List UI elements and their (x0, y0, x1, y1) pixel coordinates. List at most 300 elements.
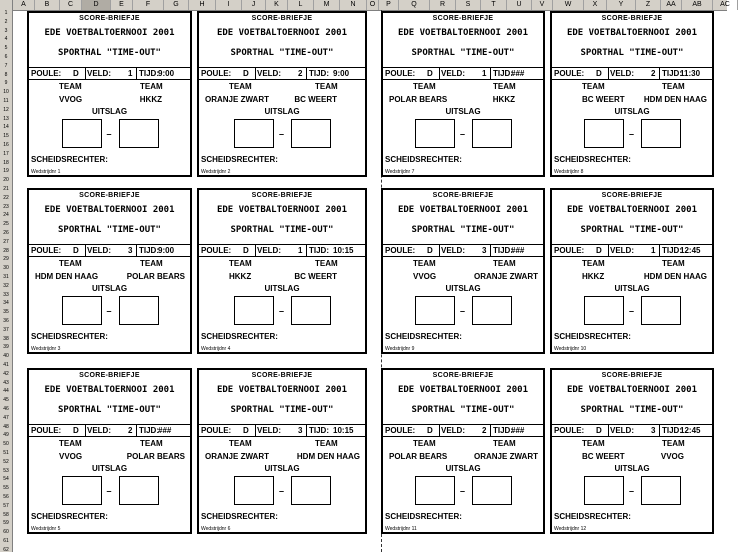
tijd-value[interactable]: 9:00 (333, 69, 350, 78)
row-header-20[interactable]: 20 (3, 177, 9, 184)
row-header-11[interactable]: 11 (3, 98, 9, 104)
tijd-value[interactable]: ### (511, 69, 525, 78)
cell-divider (608, 68, 609, 79)
veld-label[interactable]: VELD: (441, 69, 465, 78)
team-label: TEAM (315, 259, 338, 268)
team-label: TEAM (315, 439, 338, 448)
away-score-box[interactable] (291, 296, 331, 325)
row-header-54[interactable]: 54 (3, 476, 9, 483)
referee-label: SCHEIDSRECHTER: (554, 155, 631, 164)
away-score-box[interactable] (641, 119, 681, 148)
row-header-13[interactable]: 13 (3, 115, 9, 122)
veld-label[interactable]: VELD: (441, 246, 465, 255)
score-card (550, 11, 714, 177)
poule-value[interactable]: D (243, 426, 249, 435)
veld-value[interactable]: 3 (482, 246, 487, 255)
away-team[interactable]: HKKZ (139, 95, 162, 104)
event-name: EDE VOETBALTOERNOOI 2001 (216, 385, 348, 395)
match-number: Wedstrijdnr 5 (31, 526, 61, 532)
poule-label[interactable]: POULE: (385, 246, 416, 255)
column-header-y[interactable]: Y (607, 0, 636, 10)
tijd-label[interactable]: TIJD: (139, 69, 159, 78)
column-header-a[interactable]: A (13, 0, 35, 10)
tijd-value[interactable]: ### (158, 426, 172, 435)
column-header-v[interactable]: V (532, 0, 553, 10)
veld-value[interactable]: 3 (651, 426, 656, 435)
team-label: TEAM (493, 259, 516, 268)
home-team[interactable]: VVOG (413, 272, 437, 281)
venue-name: SPORTHAL "TIME-OUT" (230, 405, 334, 415)
column-header-ab[interactable]: AB (682, 0, 713, 10)
row-header-44[interactable]: 44 (3, 388, 9, 395)
tijd-value[interactable]: ### (511, 246, 525, 255)
row-header-46[interactable]: 46 (3, 406, 9, 412)
score-separator: – (629, 306, 635, 316)
match-info-row (552, 424, 712, 437)
cell-divider (306, 425, 307, 436)
poule-label[interactable]: POULE: (554, 426, 585, 435)
row-header-48[interactable]: 48 (3, 423, 9, 430)
row-header-3[interactable]: 3 (4, 27, 8, 34)
row-header-59[interactable]: 59 (3, 520, 9, 527)
row-header-27[interactable]: 27 (3, 238, 9, 245)
tijd-label[interactable]: TIJD: (309, 426, 329, 435)
venue-name: SPORTHAL "TIME-OUT" (411, 48, 515, 58)
referee-label: SCHEIDSRECHTER: (31, 332, 108, 341)
row-header-22[interactable]: 22 (3, 194, 9, 201)
venue-name: SPORTHAL "TIME-OUT" (58, 225, 161, 235)
tijd-label[interactable]: TIJD: (309, 69, 329, 78)
cell-divider (85, 245, 86, 256)
row-header-10[interactable]: 10 (3, 89, 9, 96)
away-score-box[interactable] (472, 296, 512, 325)
row-header-23[interactable]: 23 (3, 203, 9, 210)
score-card (27, 11, 192, 177)
away-team[interactable]: BC WEERT (294, 95, 337, 104)
row-header-32[interactable]: 32 (3, 282, 9, 289)
cell-divider (136, 68, 137, 79)
home-score-box[interactable] (62, 476, 102, 505)
cell-divider (136, 245, 137, 256)
tijd-value[interactable]: 11:30 (680, 69, 701, 78)
home-team[interactable]: HKKZ (229, 272, 252, 281)
row-header-bar (0, 10, 13, 552)
away-team[interactable]: HDM DEN HAAG (643, 95, 707, 104)
tijd-label[interactable]: TIJD: (493, 69, 513, 78)
score-card (550, 368, 714, 534)
row-header-29[interactable]: 29 (3, 256, 9, 263)
event-name: EDE VOETBALTOERNOOI 2001 (44, 385, 175, 395)
veld-label[interactable]: VELD: (610, 426, 634, 435)
veld-label[interactable]: VELD: (87, 246, 111, 255)
uitslag-label: UITSLAG (445, 284, 481, 293)
tijd-value[interactable]: 12:45 (680, 246, 701, 255)
row-header-16[interactable]: 16 (3, 142, 9, 148)
home-score-box[interactable] (415, 476, 455, 505)
match-info-row (199, 67, 365, 80)
row-header-21[interactable]: 21 (3, 186, 9, 192)
row-header-6[interactable]: 6 (4, 54, 8, 60)
poule-value[interactable]: D (427, 69, 433, 78)
tijd-value[interactable]: 10:15 (333, 246, 354, 255)
poule-label[interactable]: POULE: (201, 426, 232, 435)
row-header-25[interactable]: 25 (3, 221, 9, 228)
referee-label: SCHEIDSRECHTER: (385, 332, 462, 341)
tijd-label[interactable]: TIJD: (139, 246, 159, 255)
tijd-value[interactable]: 12:45 (680, 426, 701, 435)
row-header-57[interactable]: 57 (3, 502, 9, 509)
tijd-label[interactable]: TIJD: (309, 246, 329, 255)
column-header-e[interactable]: E (111, 0, 133, 10)
match-info-row (29, 244, 190, 257)
away-score-box[interactable] (641, 296, 681, 325)
home-team[interactable]: HKKZ (582, 272, 605, 281)
venue-name: SPORTHAL "TIME-OUT" (230, 48, 334, 58)
column-header-k[interactable]: K (266, 0, 288, 10)
row-header-1[interactable]: 1 (4, 10, 8, 16)
away-team[interactable]: VVOG (660, 452, 684, 461)
uitslag-label: UITSLAG (614, 284, 650, 293)
match-info-row (552, 67, 712, 80)
row-header-33[interactable]: 33 (3, 291, 9, 298)
cell-divider (659, 68, 660, 79)
home-score-box[interactable] (584, 119, 624, 148)
row-header-4[interactable]: 4 (4, 36, 8, 43)
poule-label[interactable]: POULE: (31, 69, 62, 78)
home-team[interactable]: BC WEERT (582, 452, 625, 461)
column-header-t[interactable]: T (481, 0, 507, 10)
uitslag-label: UITSLAG (445, 107, 481, 116)
match-info-row (199, 244, 365, 257)
row-header-19[interactable]: 19 (3, 168, 9, 175)
away-score-box[interactable] (291, 119, 331, 148)
poule-label[interactable]: POULE: (385, 69, 416, 78)
uitslag-label: UITSLAG (91, 107, 128, 116)
tijd-label[interactable]: TIJD: (662, 426, 682, 435)
column-header-b[interactable]: B (35, 0, 60, 10)
match-info-row (383, 67, 543, 80)
home-team[interactable]: VVOG (59, 95, 83, 104)
card-title: SCORE-BRIEFJE (79, 192, 140, 199)
veld-label[interactable]: VELD: (257, 69, 281, 78)
card-title: SCORE-BRIEFJE (601, 192, 663, 199)
team-label: TEAM (413, 259, 436, 268)
poule-value[interactable]: D (243, 69, 249, 78)
row-header-52[interactable]: 52 (3, 458, 9, 465)
away-team[interactable]: HDM DEN HAAG (296, 452, 360, 461)
score-separator: – (106, 486, 112, 496)
home-score-box[interactable] (415, 119, 455, 148)
poule-value[interactable]: D (243, 246, 249, 255)
score-card (27, 368, 192, 534)
row-header-47[interactable]: 47 (3, 414, 9, 421)
tijd-value[interactable]: ### (511, 426, 525, 435)
card-title: SCORE-BRIEFJE (251, 15, 313, 22)
match-number: Wedstrijdnr 4 (201, 346, 231, 352)
row-header-42[interactable]: 42 (3, 370, 9, 377)
veld-value[interactable]: 2 (128, 426, 133, 435)
poule-value[interactable]: D (596, 246, 602, 255)
uitslag-label: UITSLAG (614, 107, 650, 116)
match-number: Wedstrijdnr 12 (554, 526, 587, 532)
row-header-5[interactable]: 5 (4, 45, 8, 52)
match-info-row (383, 424, 543, 437)
team-label: TEAM (229, 439, 252, 448)
venue-name: SPORTHAL "TIME-OUT" (580, 48, 684, 58)
poule-value[interactable]: D (73, 69, 79, 78)
home-score-box[interactable] (584, 296, 624, 325)
veld-value[interactable]: 2 (298, 69, 303, 78)
column-header-f[interactable]: F (133, 0, 164, 10)
column-header-g[interactable]: G (164, 0, 189, 10)
team-label: TEAM (229, 259, 252, 268)
away-team[interactable]: HDM DEN HAAG (643, 272, 707, 281)
row-header-24[interactable]: 24 (3, 212, 9, 219)
match-info-row (29, 67, 190, 80)
column-header-aa[interactable]: AA (661, 0, 682, 10)
row-header-41[interactable]: 41 (3, 362, 9, 368)
row-header-58[interactable]: 58 (3, 511, 9, 518)
veld-label[interactable]: VELD: (610, 69, 634, 78)
row-header-26[interactable]: 26 (3, 230, 9, 236)
home-team[interactable]: VVOG (59, 452, 83, 461)
match-number: Wedstrijdnr 8 (554, 169, 584, 175)
poule-value[interactable]: D (73, 246, 79, 255)
row-header-39[interactable]: 39 (3, 344, 9, 351)
poule-label[interactable]: POULE: (554, 246, 585, 255)
home-score-box[interactable] (234, 296, 274, 325)
away-team[interactable]: HKKZ (492, 95, 515, 104)
cell-divider (490, 425, 491, 436)
tijd-label[interactable]: TIJD: (139, 426, 159, 435)
home-team[interactable]: BC WEERT (582, 95, 625, 104)
row-header-17[interactable]: 17 (3, 150, 9, 157)
tijd-label[interactable]: TIJD: (662, 69, 682, 78)
column-header-h[interactable]: H (189, 0, 216, 10)
score-separator: – (106, 129, 112, 139)
veld-value[interactable]: 2 (482, 426, 487, 435)
cell-divider (439, 68, 440, 79)
veld-label[interactable]: VELD: (257, 246, 281, 255)
row-header-30[interactable]: 30 (3, 265, 9, 272)
row-header-60[interactable]: 60 (3, 529, 9, 536)
home-score-box[interactable] (584, 476, 624, 505)
team-label: TEAM (413, 82, 436, 91)
veld-label[interactable]: VELD: (257, 426, 281, 435)
row-header-56[interactable]: 56 (3, 494, 9, 500)
veld-value[interactable]: 3 (298, 426, 303, 435)
home-team[interactable]: ORANJE ZWART (205, 452, 269, 461)
uitslag-label: UITSLAG (91, 464, 128, 473)
venue-name: SPORTHAL "TIME-OUT" (411, 405, 515, 415)
row-header-36[interactable]: 36 (3, 318, 9, 324)
venue-name: SPORTHAL "TIME-OUT" (58, 48, 161, 58)
row-header-38[interactable]: 38 (3, 335, 9, 342)
cell-divider (439, 425, 440, 436)
away-team[interactable]: ORANJE ZWART (474, 452, 538, 461)
team-label: TEAM (582, 82, 605, 91)
poule-value[interactable]: D (596, 426, 602, 435)
poule-label[interactable]: POULE: (201, 246, 232, 255)
away-team[interactable]: POLAR BEARS (126, 452, 185, 461)
score-separator: – (629, 129, 635, 139)
column-header-n[interactable]: N (340, 0, 367, 10)
column-header-i[interactable]: I (216, 0, 242, 10)
row-header-12[interactable]: 12 (3, 106, 9, 113)
column-header-w[interactable]: W (553, 0, 584, 10)
poule-value[interactable]: D (596, 69, 602, 78)
row-header-43[interactable]: 43 (3, 379, 9, 386)
tijd-label[interactable]: TIJD: (662, 246, 682, 255)
column-header-u[interactable]: U (507, 0, 532, 10)
row-header-15[interactable]: 15 (3, 133, 9, 140)
row-header-18[interactable]: 18 (3, 159, 9, 166)
row-header-9[interactable]: 9 (4, 80, 8, 87)
match-number: Wedstrijdnr 11 (385, 526, 417, 532)
row-header-28[interactable]: 28 (3, 247, 9, 254)
cell-divider (439, 245, 440, 256)
poule-value[interactable]: D (73, 426, 79, 435)
match-number: Wedstrijdnr 3 (31, 346, 61, 352)
away-score-box[interactable] (472, 119, 512, 148)
away-score-box[interactable] (119, 296, 159, 325)
team-label: TEAM (59, 439, 82, 448)
column-header-j[interactable]: J (242, 0, 266, 10)
venue-name: SPORTHAL "TIME-OUT" (411, 225, 515, 235)
row-header-31[interactable]: 31 (3, 274, 9, 280)
card-title: SCORE-BRIEFJE (432, 372, 494, 379)
team-label: TEAM (59, 82, 82, 91)
team-label: TEAM (493, 439, 516, 448)
column-header-l[interactable]: L (288, 0, 314, 10)
poule-label[interactable]: POULE: (31, 426, 62, 435)
row-header-55[interactable]: 55 (3, 485, 9, 492)
row-header-53[interactable]: 53 (3, 467, 9, 474)
row-header-8[interactable]: 8 (4, 71, 8, 78)
column-header-d[interactable]: D (82, 0, 111, 10)
away-team[interactable]: POLAR BEARS (126, 272, 185, 281)
card-title: SCORE-BRIEFJE (432, 15, 494, 22)
row-header-61[interactable]: 61 (3, 538, 9, 544)
score-separator: – (460, 129, 466, 139)
tijd-value[interactable]: 9:00 (158, 246, 175, 255)
event-name: EDE VOETBALTOERNOOI 2001 (566, 385, 698, 395)
team-label: TEAM (413, 439, 436, 448)
poule-value[interactable]: D (427, 246, 433, 255)
row-header-37[interactable]: 37 (3, 326, 9, 333)
poule-label[interactable]: POULE: (385, 426, 416, 435)
uitslag-label: UITSLAG (264, 464, 300, 473)
tijd-label[interactable]: TIJD: (493, 246, 513, 255)
row-header-7[interactable]: 7 (4, 62, 8, 69)
home-team[interactable]: POLAR BEARS (389, 95, 448, 104)
veld-value[interactable]: 2 (651, 69, 656, 78)
match-number: Wedstrijdnr 1 (31, 169, 61, 175)
row-header-45[interactable]: 45 (3, 397, 9, 404)
event-name: EDE VOETBALTOERNOOI 2001 (44, 28, 175, 38)
column-header-p[interactable]: P (379, 0, 399, 10)
away-score-box[interactable] (472, 476, 512, 505)
veld-label[interactable]: VELD: (87, 69, 111, 78)
cell-divider (255, 68, 256, 79)
tijd-value[interactable]: 9:00 (158, 69, 175, 78)
column-header-q[interactable]: Q (399, 0, 430, 10)
team-label: TEAM (662, 259, 685, 268)
score-separator: – (279, 306, 285, 316)
home-team[interactable]: HDM DEN HAAG (35, 272, 99, 281)
home-score-box[interactable] (234, 476, 274, 505)
row-header-14[interactable]: 14 (3, 124, 9, 131)
column-header-m[interactable]: M (314, 0, 340, 10)
poule-value[interactable]: D (427, 426, 433, 435)
row-header-49[interactable]: 49 (3, 432, 9, 439)
cell-divider (85, 425, 86, 436)
column-header-c[interactable]: C (60, 0, 82, 10)
row-header-2[interactable]: 2 (4, 18, 8, 25)
team-label: TEAM (59, 259, 82, 268)
row-header-35[interactable]: 35 (3, 309, 9, 316)
poule-label[interactable]: POULE: (31, 246, 62, 255)
away-team[interactable]: ORANJE ZWART (474, 272, 538, 281)
poule-label[interactable]: POULE: (201, 69, 232, 78)
row-header-62[interactable]: 62 (3, 546, 9, 553)
home-team[interactable]: POLAR BEARS (389, 452, 448, 461)
veld-value[interactable]: 1 (651, 246, 656, 255)
away-score-box[interactable] (291, 476, 331, 505)
home-score-box[interactable] (415, 296, 455, 325)
away-team[interactable]: BC WEERT (294, 272, 337, 281)
column-header-o[interactable]: O (367, 0, 379, 10)
row-header-51[interactable]: 51 (3, 450, 9, 456)
uitslag-label: UITSLAG (614, 464, 650, 473)
event-name: EDE VOETBALTOERNOOI 2001 (566, 205, 698, 215)
uitslag-label: UITSLAG (264, 107, 300, 116)
veld-label[interactable]: VELD: (610, 246, 634, 255)
away-score-box[interactable] (119, 476, 159, 505)
event-name: EDE VOETBALTOERNOOI 2001 (397, 205, 529, 215)
column-header-z[interactable]: Z (636, 0, 661, 10)
home-team[interactable]: ORANJE ZWART (205, 95, 269, 104)
row-header-50[interactable]: 50 (3, 441, 9, 448)
venue-name: SPORTHAL "TIME-OUT" (580, 405, 684, 415)
match-info-row (552, 244, 712, 257)
away-score-box[interactable] (641, 476, 681, 505)
veld-value[interactable]: 1 (482, 69, 487, 78)
tijd-label[interactable]: TIJD: (493, 426, 513, 435)
row-header-40[interactable]: 40 (3, 353, 9, 360)
veld-label[interactable]: VELD: (441, 426, 465, 435)
cell-divider (306, 245, 307, 256)
column-header-r[interactable]: R (430, 0, 456, 10)
select-all-corner[interactable] (0, 0, 13, 10)
home-score-box[interactable] (234, 119, 274, 148)
veld-value[interactable]: 1 (298, 246, 303, 255)
away-score-box[interactable] (119, 119, 159, 148)
veld-value[interactable]: 3 (128, 246, 133, 255)
tijd-value[interactable]: 10:15 (333, 426, 354, 435)
veld-value[interactable]: 1 (128, 69, 133, 78)
poule-label[interactable]: POULE: (554, 69, 585, 78)
column-header-ac[interactable]: AC (713, 0, 738, 10)
veld-label[interactable]: VELD: (87, 426, 111, 435)
home-score-box[interactable] (62, 296, 102, 325)
column-header-s[interactable]: S (456, 0, 481, 10)
column-header-x[interactable]: X (584, 0, 607, 10)
referee-label: SCHEIDSRECHTER: (554, 512, 631, 521)
home-score-box[interactable] (62, 119, 102, 148)
row-header-34[interactable]: 34 (3, 300, 9, 307)
match-number: Wedstrijdnr 6 (201, 526, 231, 532)
